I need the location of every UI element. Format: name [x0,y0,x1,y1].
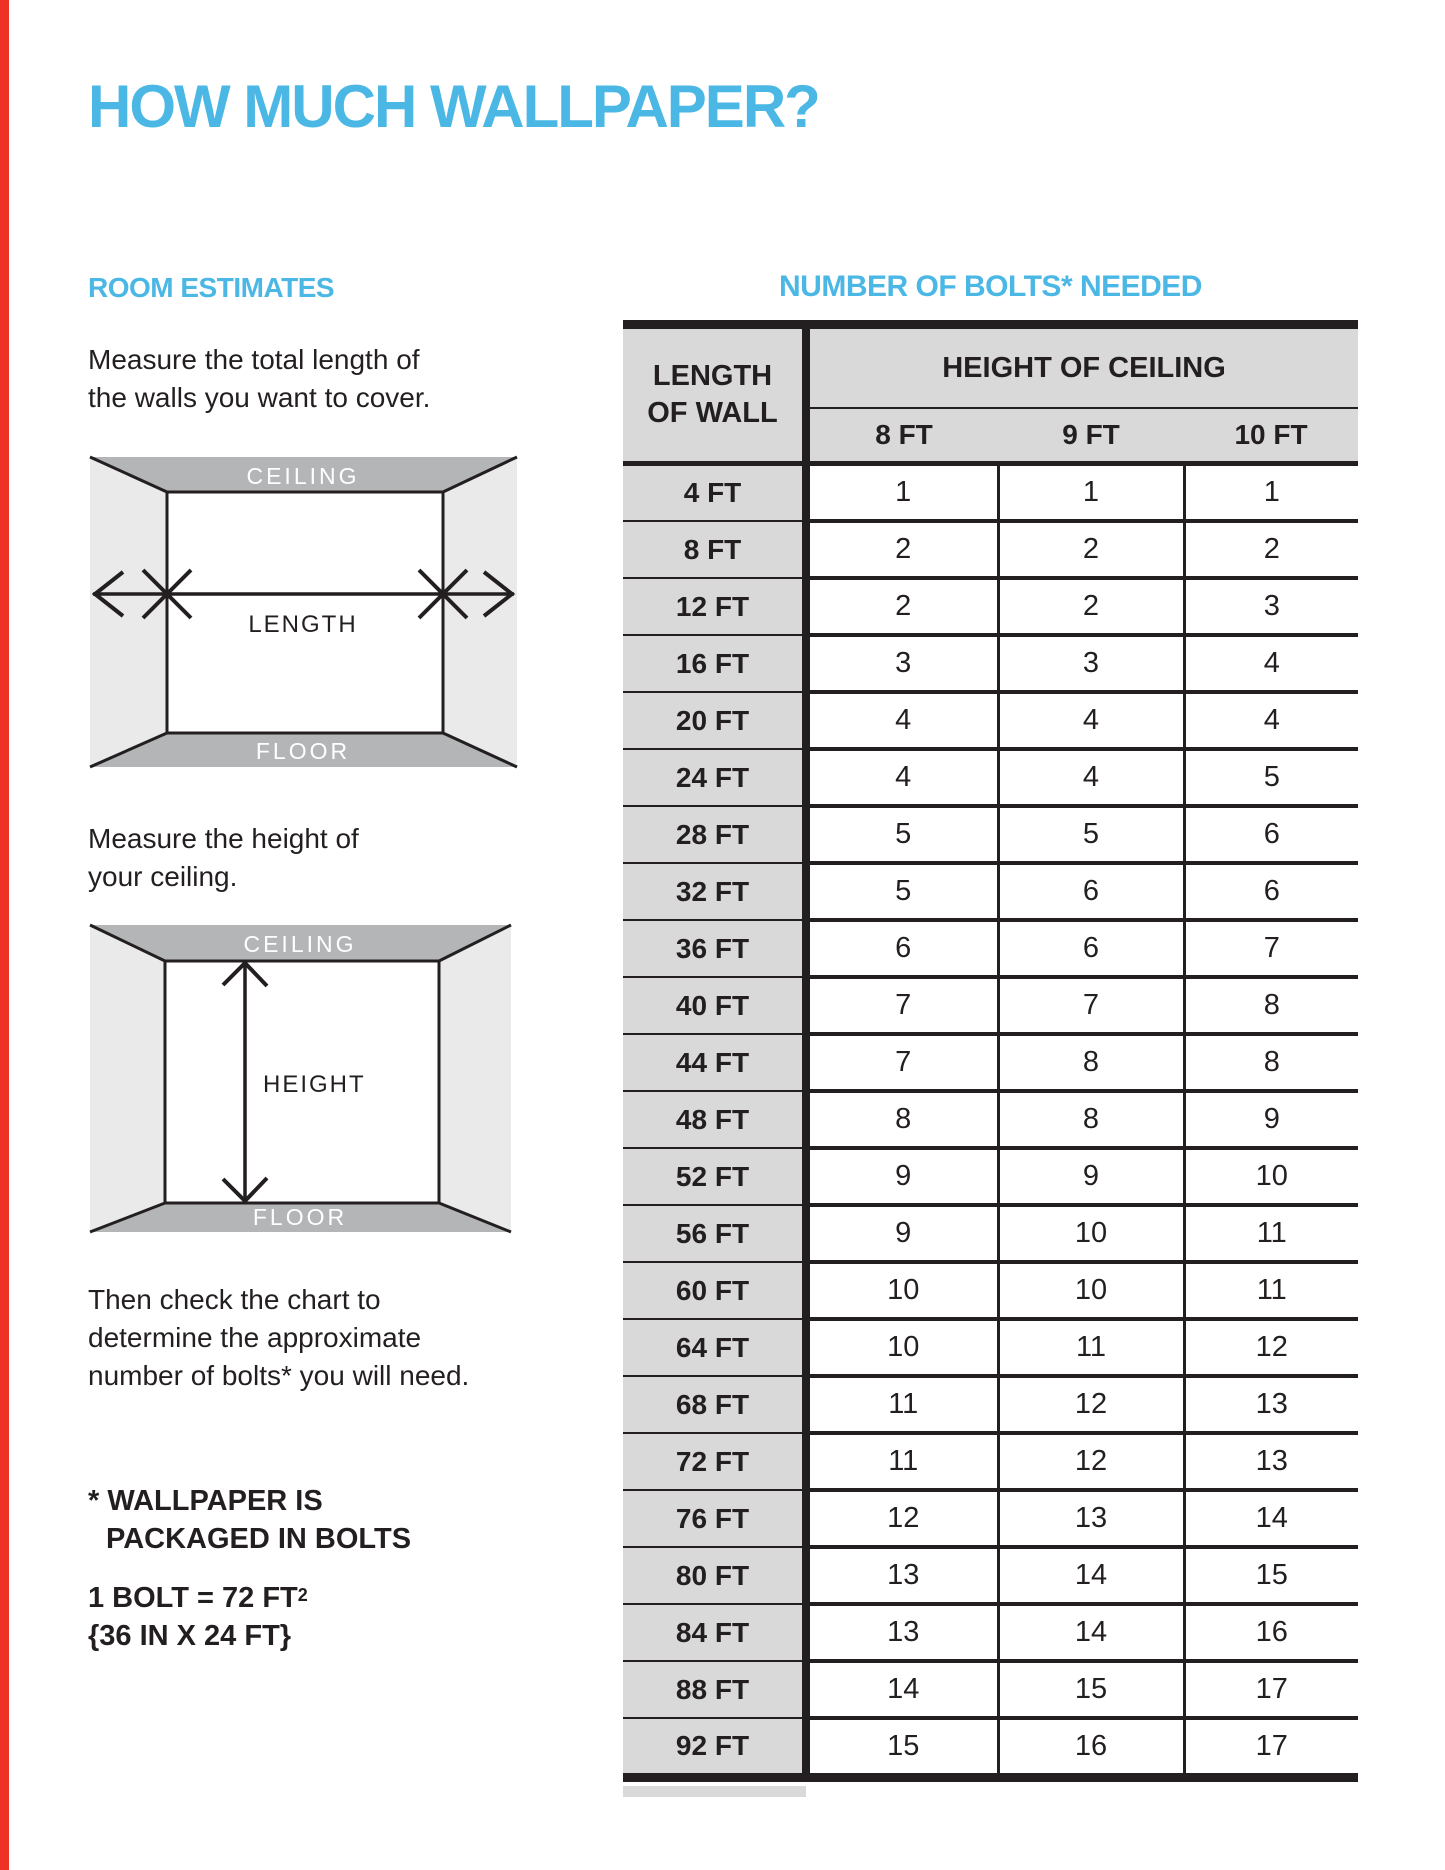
table-row [623,464,1358,522]
bolt-count-cell: 9 [806,1148,998,1205]
bolt-count-cell: 4 [998,692,1184,749]
text-line: Measure the height of [88,823,359,854]
wall-length-label: 64 FT [623,1319,806,1376]
bolt-count-cell: 11 [806,1433,998,1490]
bolt-count-cell: 15 [998,1661,1184,1718]
bolt-count-cell: 11 [806,1376,998,1433]
wall-length-label: 68 FT [623,1376,806,1433]
bolt-count-cell: 1 [998,464,1184,522]
column-header-9ft: 9 FT [998,408,1184,464]
bolt-count-cell: 1 [1184,464,1358,522]
table-row [623,749,1358,806]
bolt-count-cell: 8 [1184,1034,1358,1091]
bolt-count-cell: 5 [806,806,998,863]
bolt-count-cell: 8 [998,1091,1184,1148]
bolt-count-cell: 10 [806,1262,998,1319]
room-estimates-heading: ROOM ESTIMATES [88,272,335,303]
height-of-ceiling-header: HEIGHT OF CEILING [806,329,1358,408]
wall-length-label: 48 FT [623,1091,806,1148]
right-wall [439,925,511,1232]
bolt-count-cell: 12 [1184,1319,1358,1376]
bolt-count-cell: 2 [806,521,998,578]
bolt-count-cell: 12 [998,1376,1184,1433]
wall-length-label: 92 FT [623,1718,806,1773]
wall-length-label: 12 FT [623,578,806,635]
bolt-count-cell: 4 [806,749,998,806]
table-row [623,1604,1358,1661]
bolt-count-cell: 14 [1184,1490,1358,1547]
bolt-count-cell: 12 [806,1490,998,1547]
table-row [623,1661,1358,1718]
bolt-count-cell: 7 [998,977,1184,1034]
table-row [623,635,1358,692]
bolts-table-heading: NUMBER OF BOLTS* NEEDED [779,270,1202,303]
table-row [623,1034,1358,1091]
left-edge-stripe [0,0,9,1870]
left-wall [90,925,165,1232]
length-label: LENGTH [248,611,358,638]
bolt-count-cell: 6 [1184,863,1358,920]
table-row [623,1205,1358,1262]
table-row [623,521,1358,578]
room-height-diagram [87,922,514,1235]
table-row [623,1433,1358,1490]
text-line: the walls you want to cover. [88,382,431,413]
wall-length-label: 36 FT [623,920,806,977]
text-line: Then check the chart to [88,1284,381,1315]
wall-length-label: 84 FT [623,1604,806,1661]
wall-length-label: 4 FT [623,464,806,522]
bolt-count-cell: 11 [998,1319,1184,1376]
table-header-row-1 [623,329,1358,408]
bolt-count-cell: 6 [998,920,1184,977]
bolt-count-cell: 10 [806,1319,998,1376]
bolt-count-cell: 10 [998,1262,1184,1319]
bolt-count-cell: 4 [1184,635,1358,692]
bolt-count-cell: 1 [806,464,998,522]
column-header-8ft: 8 FT [806,408,998,464]
wall-length-label: 80 FT [623,1547,806,1604]
bolt-count-cell: 13 [1184,1433,1358,1490]
bolt-count-cell: 6 [806,920,998,977]
bolt-count-cell: 3 [998,635,1184,692]
wall-length-label: 72 FT [623,1433,806,1490]
table-row [623,1091,1358,1148]
bolt-count-cell: 6 [998,863,1184,920]
table-row [623,578,1358,635]
bolt-count-cell: 10 [998,1205,1184,1262]
bolt-count-cell: 13 [998,1490,1184,1547]
bolt-count-cell: 4 [806,692,998,749]
paragraph-measure-length [88,341,430,417]
table-row [623,1547,1358,1604]
wall-length-label: 20 FT [623,692,806,749]
length-of-wall-header [623,329,806,464]
text-line: your ceiling. [88,861,238,892]
wall-length-label: 40 FT [623,977,806,1034]
bolt-count-cell: 9 [998,1148,1184,1205]
wall-length-label: 16 FT [623,635,806,692]
bolts-footnote [88,1482,411,1558]
bolt-count-cell: 7 [806,1034,998,1091]
bolt-count-cell: 14 [998,1604,1184,1661]
bolt-count-cell: 2 [806,578,998,635]
text-line: * WALLPAPER IS [88,1485,323,1517]
bolt-count-cell: 7 [806,977,998,1034]
bolt-count-cell: 14 [998,1547,1184,1604]
bolt-count-cell: 5 [806,863,998,920]
bolt-count-cell: 15 [1184,1547,1358,1604]
wall-length-label: 44 FT [623,1034,806,1091]
wall-length-label: 32 FT [623,863,806,920]
table-row [623,806,1358,863]
bolt-count-cell: 8 [806,1091,998,1148]
bolt-count-cell: 2 [998,521,1184,578]
ceiling-label: CEILING [243,931,357,957]
bolt-count-cell: 15 [806,1718,998,1773]
wall-length-label: 8 FT [623,521,806,578]
column-header-10ft: 10 FT [1184,408,1358,464]
wall-length-label: 52 FT [623,1148,806,1205]
table-footer-tab [623,1786,806,1797]
bolt-count-cell: 13 [806,1604,998,1661]
ceiling-label: CEILING [246,463,360,489]
bolt-equation-exponent: 2 [297,1585,308,1605]
bolt-count-cell: 3 [1184,578,1358,635]
bolt-count-cell: 17 [1184,1718,1358,1773]
bolt-count-cell: 4 [998,749,1184,806]
paragraph-measure-height [88,820,359,896]
bolt-count-cell: 8 [1184,977,1358,1034]
table-row [623,1376,1358,1433]
bolt-count-cell: 7 [1184,920,1358,977]
bolt-count-cell: 9 [1184,1091,1358,1148]
bolt-count-cell: 3 [806,635,998,692]
bolt-count-cell: 9 [806,1205,998,1262]
wall-length-label: 60 FT [623,1262,806,1319]
bolt-count-cell: 17 [1184,1661,1358,1718]
height-label: HEIGHT [263,1071,366,1098]
table-row [623,692,1358,749]
bolt-dimensions: {36 IN X 24 FT} [88,1620,292,1652]
table-row [623,863,1358,920]
right-wall [443,457,517,767]
bolt-count-cell: 13 [806,1547,998,1604]
bolt-count-cell: 13 [1184,1376,1358,1433]
bolt-count-cell: 5 [1184,749,1358,806]
text-line: number of bolts* you will need. [88,1360,470,1391]
floor-label: FLOOR [252,1204,348,1230]
bolts-table [623,320,1358,1782]
wall-length-label: 28 FT [623,806,806,863]
bolt-count-cell: 10 [1184,1148,1358,1205]
table-row [623,1262,1358,1319]
bolt-equation [88,1582,308,1615]
text-line: LENGTH [652,360,773,392]
bolt-count-cell: 6 [1184,806,1358,863]
text-line: OF WALL [647,397,778,429]
bolt-count-cell: 5 [998,806,1184,863]
floor-label: FLOOR [255,738,351,764]
page-title: HOW MUCH WALLPAPER? [88,73,819,140]
wall-length-label: 76 FT [623,1490,806,1547]
bolt-count-cell: 4 [1184,692,1358,749]
paragraph-check-chart [88,1281,469,1395]
wall-length-label: 24 FT [623,749,806,806]
table-row [623,1490,1358,1547]
bolt-count-cell: 16 [1184,1604,1358,1661]
text-line: PACKAGED IN BOLTS [106,1523,412,1555]
bolt-count-cell: 16 [998,1718,1184,1773]
bolt-count-cell: 11 [1184,1262,1358,1319]
table-row [623,1148,1358,1205]
room-length-diagram [87,454,520,770]
left-wall [90,457,167,767]
wall-length-label: 56 FT [623,1205,806,1262]
bolt-count-cell: 11 [1184,1205,1358,1262]
table-row [623,977,1358,1034]
table-row [623,920,1358,977]
wall-length-label: 88 FT [623,1661,806,1718]
table-row [623,1319,1358,1376]
bolt-count-cell: 12 [998,1433,1184,1490]
bolt-count-cell: 2 [998,578,1184,635]
text-line: determine the approximate [88,1322,422,1353]
bolt-equation-text: 1 BOLT = 72 FT [88,1582,298,1614]
table-row [623,1718,1358,1773]
bolt-count-cell: 2 [1184,521,1358,578]
bolt-count-cell: 14 [806,1661,998,1718]
bolt-count-cell: 8 [998,1034,1184,1091]
text-line: Measure the total length of [88,344,420,375]
